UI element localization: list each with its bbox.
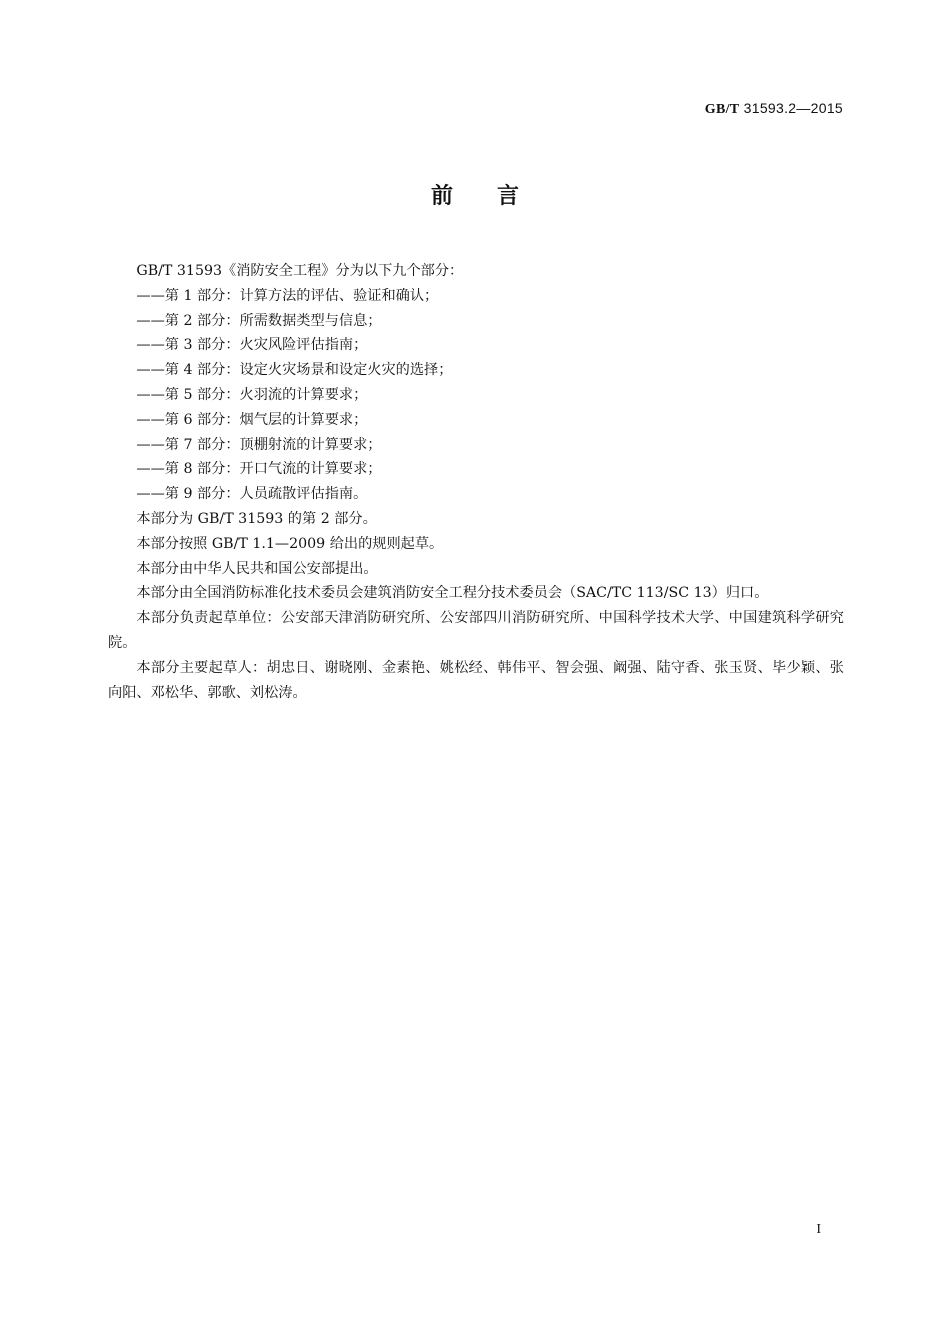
document-code-number: 31593.2—2015 bbox=[743, 100, 843, 116]
paragraph-drafting-rules: 本部分按照 GB/T 1.1—2009 给出的规则起草。 bbox=[136, 535, 444, 552]
document-code bbox=[705, 100, 843, 118]
list-item-part-6: ——第 6 部分：烟气层的计算要求； bbox=[136, 411, 368, 428]
list-item-part-4: ——第 4 部分：设定火灾场景和设定火灾的选择； bbox=[136, 362, 453, 379]
document-code-prefix: GB/T bbox=[704, 102, 740, 117]
page-number: I bbox=[816, 1222, 821, 1237]
foreword-body bbox=[108, 259, 844, 705]
list-item-part-1: ——第 1 部分：计算方法的评估、验证和确认； bbox=[136, 287, 439, 304]
list-item-part-8: ——第 8 部分：开口气流的计算要求； bbox=[136, 461, 382, 478]
paragraph-proposer: 本部分由中华人民共和国公安部提出。 bbox=[136, 560, 378, 577]
list-item-part-9: ——第 9 部分：人员疏散评估指南。 bbox=[136, 486, 368, 503]
list-item-part-2: ——第 2 部分：所需数据类型与信息； bbox=[136, 312, 382, 329]
list-item-part-5: ——第 5 部分：火羽流的计算要求； bbox=[136, 386, 368, 403]
page-title: 前 言 bbox=[430, 184, 519, 209]
list-item-part-3: ——第 3 部分：火灾风险评估指南； bbox=[136, 337, 368, 354]
paragraph-drafting-units: 本部分负责起草单位：公安部天津消防研究所、公安部四川消防研究所、中国科学技术大学、中国建筑科学研究院。 bbox=[108, 610, 844, 651]
paragraph-part-statement: 本部分为 GB/T 31593 的第 2 部分。 bbox=[136, 510, 377, 527]
list-item-part-7: ——第 7 部分：顶棚射流的计算要求； bbox=[136, 436, 382, 453]
paragraph-drafters: 本部分主要起草人：胡忠日、谢晓刚、金素艳、姚松经、韩伟平、智会强、阚强、陆守香、张玉贤、毕少颖、张向阳、邓松华、郭歌、刘松涛。 bbox=[108, 659, 844, 701]
paragraph-committee: 本部分由全国消防标准化技术委员会建筑消防安全工程分技术委员会（SAC/TC 113/SC 13）归口。 bbox=[136, 585, 769, 602]
paragraph-intro: GB/T 31593《消防安全工程》分为以下九个部分： bbox=[136, 263, 464, 279]
